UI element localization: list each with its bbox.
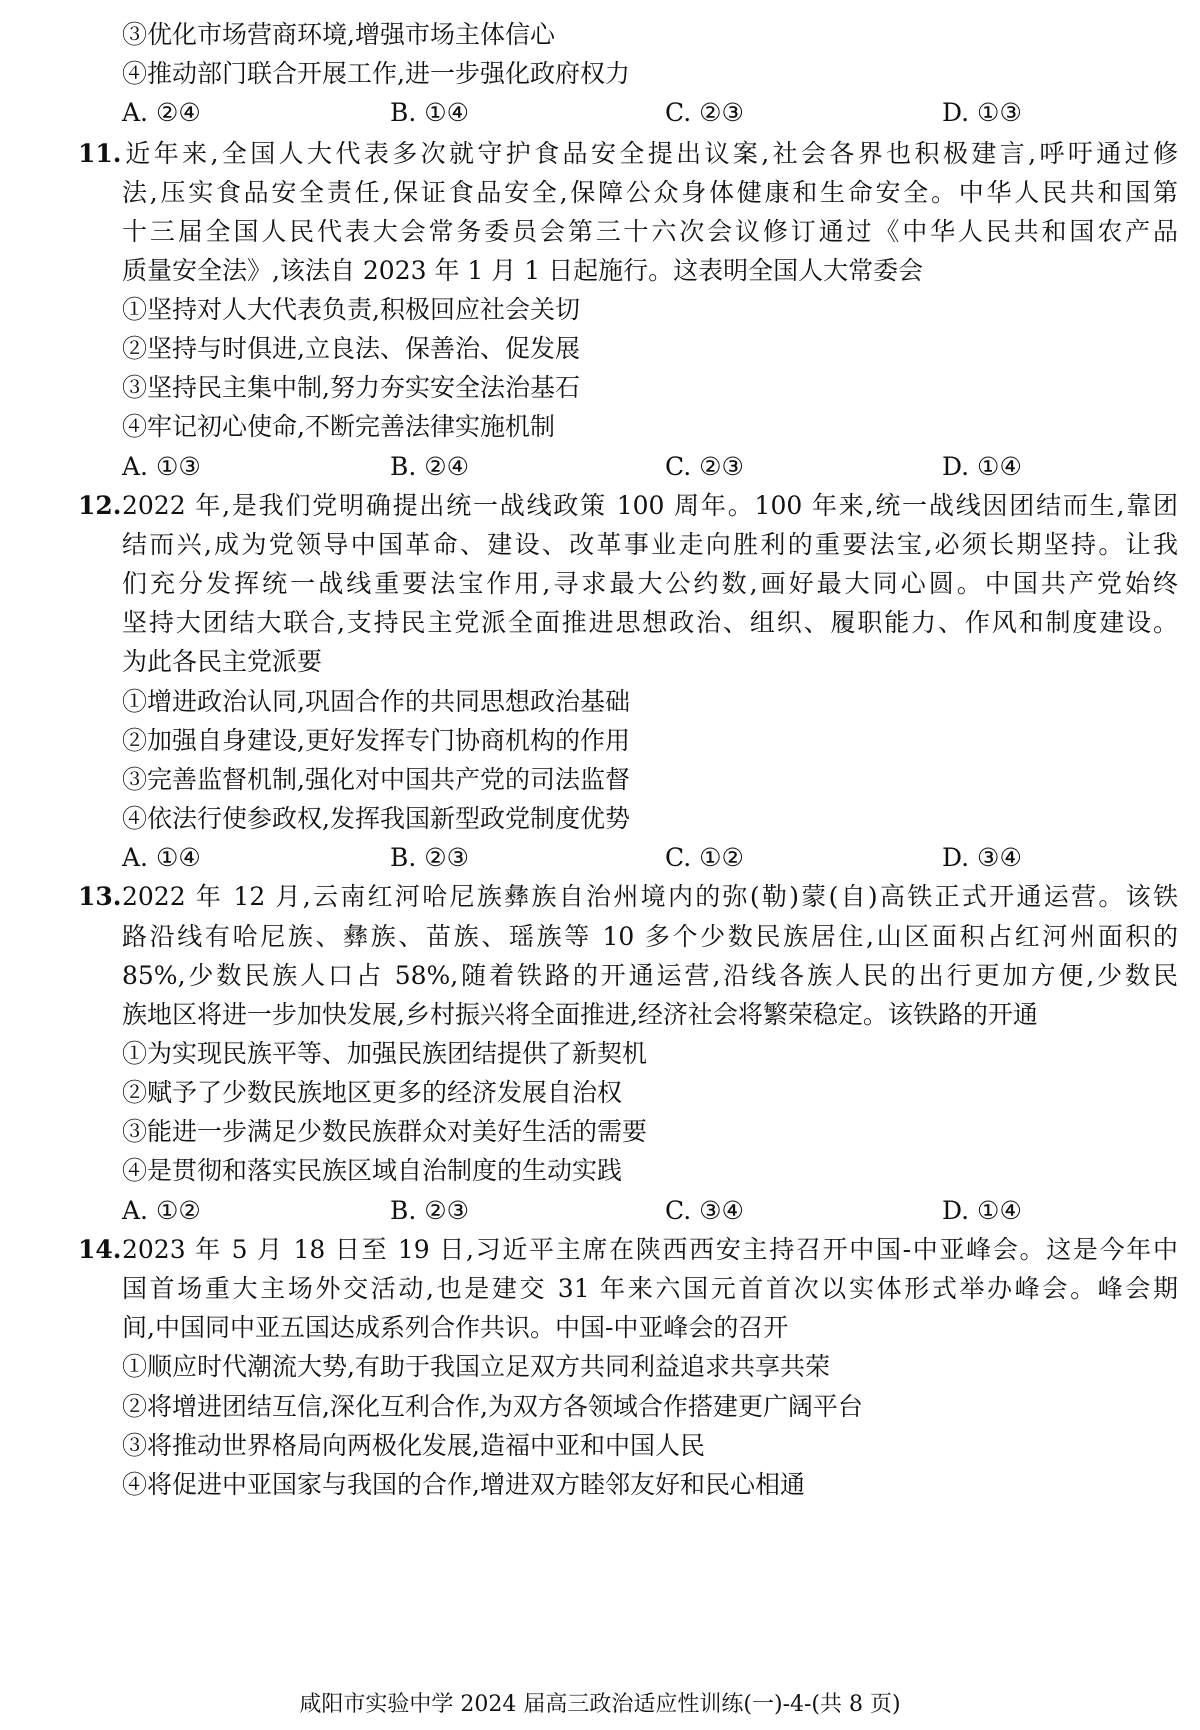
q12-stem-line-3: 们充分发挥统一战线重要法宝作用,寻求最大公约数,画好最大同心圆。中国共产党始终 xyxy=(122,569,1178,598)
q13-option-c: C. ③④ xyxy=(665,1196,744,1225)
q13-statement-2: ②赋予了少数民族地区更多的经济发展自治权 xyxy=(122,1078,623,1107)
q11-statement-4: ④牢记初心使命,不断完善法律实施机制 xyxy=(122,412,555,441)
q10-options xyxy=(0,93,1200,133)
q11-stem-line-1: 11.近年来,全国人大代表多次就守护食品安全提出议案,社会各界也积极建言,呼吁通过修 xyxy=(0,134,1200,174)
q14-stem-line-1: 14.2023 年 5 月 18 日至 19 日,习近平主席在陕西西安主持召开中国-中亚峰会。这是今年中 xyxy=(0,1230,1200,1270)
q11-statement-1: ①坚持对人大代表负责,积极回应社会关切 xyxy=(122,295,580,324)
q10-statement-4: ④推动部门联合开展工作,进一步强化政府权力 xyxy=(122,59,630,88)
q14-stem-line-2: 国首场重大主场外交活动,也是建交 31 年来六国元首首次以实体形式举办峰会。峰会期 xyxy=(122,1274,1178,1303)
q12-option-c: C. ①② xyxy=(665,843,744,872)
q12-statement-3: ③完善监督机制,强化对中国共产党的司法监督 xyxy=(122,765,630,794)
q10-option-b: B. ①④ xyxy=(390,98,470,127)
q12-option-a: A. ①④ xyxy=(122,843,201,872)
q10-option-d: D. ①③ xyxy=(942,98,1022,127)
q13-stem-line-3: 85%,少数民族人口占 58%,随着铁路的开通运营,沿线各族人民的出行更加方便,少数民 xyxy=(122,961,1178,990)
q12-option-b: B. ②③ xyxy=(390,843,470,872)
q14-statement-4: ④将促进中亚国家与我国的合作,增进双方睦邻友好和民心相通 xyxy=(122,1470,805,1499)
q14-stem-line-3: 间,中国同中亚五国达成系列合作共识。中国-中亚峰会的召开 xyxy=(122,1313,789,1342)
q12-statement-1: ①增进政治认同,巩固合作的共同思想政治基础 xyxy=(122,687,630,716)
q11-option-d: D. ①④ xyxy=(942,452,1022,481)
q14-number: 14. xyxy=(78,1235,122,1264)
q14-statement-3: ③将推动世界格局向两极化发展,造福中亚和中国人民 xyxy=(122,1431,705,1460)
q14-statement-1: ①顺应时代潮流大势,有助于我国立足双方共同利益追求共享共荣 xyxy=(122,1352,830,1381)
q14-statement-2: ②将增进团结互信,深化互利合作,为双方各领域合作搭建更广阔平台 xyxy=(122,1392,863,1421)
q11-stem-line-2: 法,压实食品安全责任,保证食品安全,保障公众身体健康和生命安全。中华人民共和国第 xyxy=(122,178,1178,207)
q12-number: 12. xyxy=(78,491,122,520)
q13-stem-line-1: 13.2022 年 12 月,云南红河哈尼族彝族自治州境内的弥(勒)蒙(自)高铁正式开通运营。该铁 xyxy=(0,877,1200,917)
q13-number: 13. xyxy=(78,882,122,911)
q10-statement-3: ③优化市场营商环境,增强市场主体信心 xyxy=(122,20,555,49)
q13-options xyxy=(0,1191,1200,1231)
q12-option-d: D. ③④ xyxy=(942,843,1022,872)
q12-statement-2: ②加强自身建设,更好发挥专门协商机构的作用 xyxy=(122,726,630,755)
q13-option-b: B. ②③ xyxy=(390,1196,470,1225)
q11-statement-3: ③坚持民主集中制,努力夯实安全法治基石 xyxy=(122,373,580,402)
q11-option-a: A. ①③ xyxy=(122,452,201,481)
q13-option-a: A. ①② xyxy=(122,1196,201,1225)
q13-statement-1: ①为实现民族平等、加强民族团结提供了新契机 xyxy=(122,1039,648,1068)
q12-stem-line-4: 坚持大团结大联合,支持民主党派全面推进思想政治、组织、履职能力、作风和制度建设。 xyxy=(122,608,1178,637)
q12-stem-line-1: 12.2022 年,是我们党明确提出统一战线政策 100 周年。100 年来,统一战线因团结而生,靠团 xyxy=(0,486,1200,526)
q11-options xyxy=(0,447,1200,487)
q13-statement-4: ④是贯彻和落实民族区域自治制度的生动实践 xyxy=(122,1156,623,1185)
q11-stem-line-4: 质量安全法》,该法自 2023 年 1 月 1 日起施行。这表明全国人大常委会 xyxy=(122,256,924,285)
q13-option-d: D. ①④ xyxy=(942,1196,1022,1225)
q11-statement-2: ②坚持与时俱进,立良法、保善治、促发展 xyxy=(122,334,580,363)
q11-option-c: C. ②③ xyxy=(665,452,744,481)
q12-statement-4: ④依法行使参政权,发挥我国新型政党制度优势 xyxy=(122,804,630,833)
q13-stem-line-4: 族地区将进一步加快发展,乡村振兴将全面推进,经济社会将繁荣稳定。该铁路的开通 xyxy=(122,1000,1038,1029)
q12-stem-line-5: 为此各民主党派要 xyxy=(122,647,323,676)
page-footer: 咸阳市实验中学 2024 届高三政治适应性训练(一)-4-(共 8 页) xyxy=(299,1692,901,1717)
q12-options xyxy=(0,838,1200,878)
q11-number: 11. xyxy=(78,139,122,168)
q12-stem-line-2: 结而兴,成为党领导中国革命、建设、改革事业走向胜利的重要法宝,必须长期坚持。让我 xyxy=(122,530,1178,559)
q13-stem-line-2: 路沿线有哈尼族、彝族、苗族、瑶族等 10 多个少数民族居住,山区面积占红河州面积的 xyxy=(122,922,1178,951)
q10-option-c: C. ②③ xyxy=(665,98,744,127)
q10-option-a: A. ②④ xyxy=(122,98,201,127)
q11-stem-line-3: 十三届全国人民代表大会常务委员会第三十六次会议修订通过《中华人民共和国农产品 xyxy=(122,217,1178,246)
q11-option-b: B. ②④ xyxy=(390,452,470,481)
q13-statement-3: ③能进一步满足少数民族群众对美好生活的需要 xyxy=(122,1117,648,1146)
